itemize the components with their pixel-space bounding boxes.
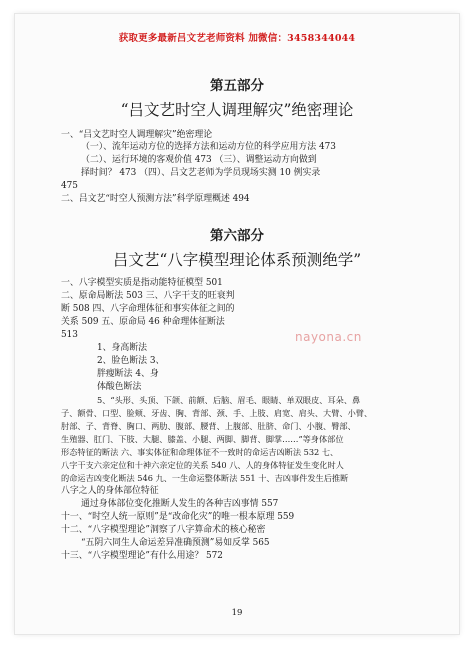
- part6-line: 体酸色断法: [97, 382, 142, 392]
- part5-line: （一）、流年运动方位的选择方法和运动方位的科学应用方法 473: [81, 142, 336, 152]
- page-number: 19: [231, 608, 243, 618]
- part6-line: 生殖器、肛门、下肢、大腿、膝盖、小腿、两脚、脚背、脚掌……”等身体部位: [61, 434, 344, 444]
- part6-line: 1、身高断法: [97, 343, 148, 353]
- part6-line: 关系 509 五、原命局 46 种命理体征断法: [61, 317, 225, 327]
- part6-line: 子、额骨、口型、脸颊、牙齿、胸、背部、颈、手、上肢、肩宽、肩头、大臂、小臂、: [61, 408, 373, 418]
- part6-line: 一、八字模型实质是指动能特征模型 501: [61, 278, 223, 288]
- part5-title: 第五部分: [210, 78, 264, 94]
- part5-line: 475: [61, 181, 78, 191]
- part6-subtitle: 吕文艺“八字模型理论体系预测绝学”: [112, 251, 362, 269]
- part6-line: 断 508 四、八字命理体征和事实体征之间的: [61, 304, 235, 314]
- part6-line: “五阴六同生人命运差异准确预测”易如反掌 565: [81, 538, 270, 548]
- part5-line: 二、吕文艺“时空人预测方法”科学原理概述 494: [61, 194, 250, 204]
- part6-line: 通过身体部位变化推断人发生的各种吉凶事情 557: [81, 499, 279, 509]
- part6-line: 十二、“八字模型理论”洞察了八字算命术的核心秘密: [61, 525, 266, 535]
- part5-subtitle: “吕文艺时空人调理解灾”绝密理论: [120, 101, 354, 119]
- part6-line: 胖瘦断法 4、身: [97, 369, 159, 379]
- part6-line: 十一、“时空人统一原则”是“改命化灾”的唯一根本原理 559: [61, 512, 295, 522]
- part6-line: 2、脸色断法 3、: [97, 356, 165, 366]
- part6-line: 十三、“八字模型理论”有什么用途？ 572: [61, 551, 223, 561]
- document-page: [15, 14, 459, 634]
- part6-line: 513: [61, 330, 78, 340]
- part5-line: 择时间？ 473 （四）、吕文艺老师为学员现场实测 10 例实录: [81, 168, 321, 178]
- part6-line: 八字之人的身体部位特征: [61, 486, 159, 496]
- header-banner: 获取更多最新吕文艺老师资料 加微信：3458344044: [118, 33, 356, 44]
- part6-title: 第六部分: [210, 228, 264, 244]
- part6-line: 八字干支六亲定位和十神六亲定位的关系 540 八、人的身体特征发生变化时人: [61, 460, 344, 470]
- part6-line: 肘部、子、背脊、胸口、两肋、腹部、腰背、上腹部、肚脐、命门、小腹、臀部、: [61, 421, 356, 431]
- part6-line: 形态特征的断法 六、事实体征和命理体征不一致时的命运吉凶断法 532 七、: [61, 447, 339, 457]
- part6-line: 的命运吉凶变化断法 546 九、一生命运整体断法 551 十、吉凶事件发生后推断: [61, 473, 349, 483]
- watermark-text: nayona.cn: [295, 330, 362, 344]
- part5-line: 一、“吕文艺时空人调理解灾”绝密理论: [61, 130, 213, 140]
- part6-line: 5、“头形、头顶、下颌、前额、后脑、眉毛、眼睛、单双眼皮、耳朵、鼻: [97, 395, 361, 405]
- part5-line: （二）、运行环境的客观价值 473 （三）、调整运动方向做到: [81, 155, 317, 165]
- part6-line: 二、原命局断法 503 三、八字干支的旺衰判: [61, 291, 235, 301]
